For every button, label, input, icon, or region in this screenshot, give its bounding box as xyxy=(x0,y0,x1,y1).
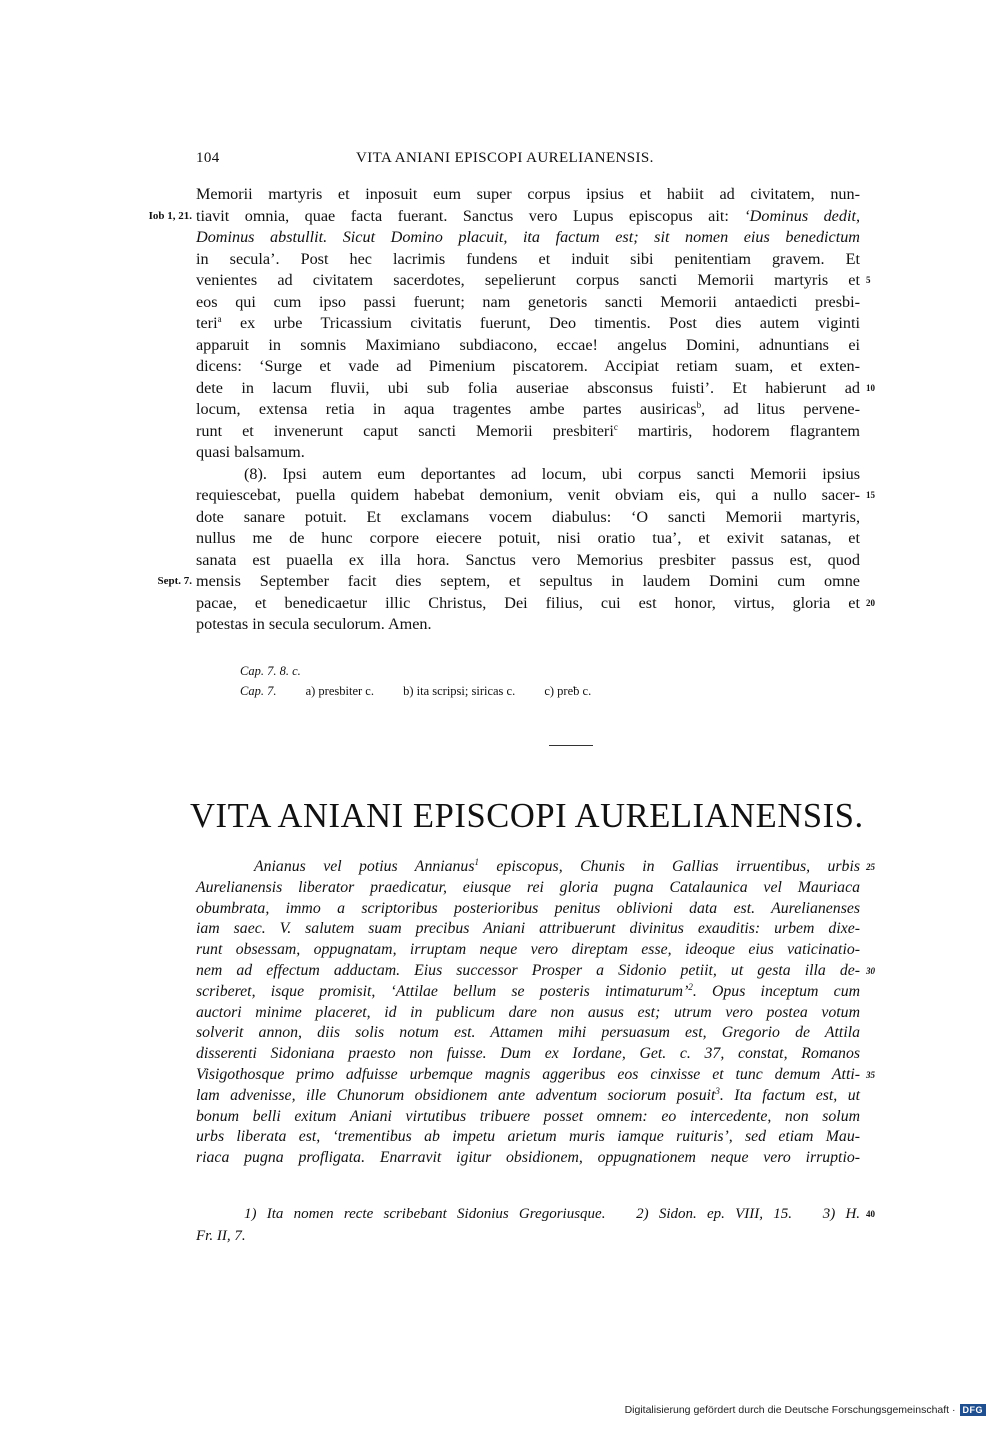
line-number: 40 xyxy=(866,1209,875,1219)
line-number: 20 xyxy=(866,597,875,608)
section-separator xyxy=(549,745,593,746)
text-line: iam saec. V. salutem suam precibus Aniani attribuerunt divinitus exauditis: urbem dixe- xyxy=(196,920,860,938)
introduction-text xyxy=(196,857,875,1169)
dfg-logo: DFG xyxy=(960,1404,987,1416)
text-line: potestas in secula seculorum. Amen. xyxy=(196,615,432,633)
text-line: runt et invenerunt caput sancti Memorii presbiteri$^c$ martiris, hodorem flagrantem xyxy=(196,421,860,440)
text-line: locum, extensa retia in aqua tragentes ambe partes ausiricas$^b$, ad litus pervene- xyxy=(196,400,860,418)
text-line: obumbrata, immo a scriptoribus posterioribus penitus oblivioni data est. Aurelianenses xyxy=(196,899,860,917)
text-line: eos qui cum ipso passi fuerunt; nam genetoris sancti Memorii antaedicti presbi- xyxy=(196,292,860,311)
text-line: sanata est puaella ex illa hora. Sanctus vero Memorius presbiter passus est, quod xyxy=(196,550,860,569)
apparatus-line: Cap. 7. 8. c. xyxy=(240,664,301,678)
text-line: urbs liberata est, ‘trementibus ab impetu arietum muris iamque ruituris’, sed etiam Mau- xyxy=(196,1128,860,1146)
text-line: quasi balsamum. xyxy=(196,443,305,461)
text-line: Iob 1, 21. tiavit omnia, quae facta fuerant. Sanctus vero Lupus episcopus ait: ‘Dominus dedit, xyxy=(196,206,860,228)
text-line: apparuit in somnis Maximiano subdiacono, eccae! angelus Domini, adnuntians ei xyxy=(196,335,860,354)
apparatus-line: Cap. 7. a) presbiter c. b) ita scripsi; siricas c. c) preƀ c. xyxy=(240,684,592,698)
page-number: 104 xyxy=(196,150,220,166)
text-line: runt obsessam, oppugnatam, irruptam neque vero direptam esse, ideoque eius vaticinatio- xyxy=(196,941,860,959)
digitization-credit: Digitalisierung gefördert durch die Deutsche Forschungsgemeinschaft · DFG xyxy=(625,1404,986,1416)
text-line: Anianus vel potius Annianus$^1$ episcopus, Chunis in Gallias irruentibus, urbis 25 xyxy=(196,857,860,878)
text-line: auctori minime placeret, id in publicum dare non ausus est; utrum vero postea votum xyxy=(196,1003,860,1021)
text-line: disserenti Sidoniana praesto non fuisse. Dum ex Iordane, Get. c. 37, constat, Romanos xyxy=(196,1045,860,1063)
main-title: VITA ANIANI EPISCOPI AURELIANENSIS. xyxy=(190,797,864,835)
text-line: bonum belli exitum Aniani virtutibus tribuere posset omnem: eo intercedente, non solum xyxy=(196,1107,860,1125)
running-title: VITA ANIANI EPISCOPI AURELIANENSIS. xyxy=(356,150,654,166)
text-line: nullus me de hunc corpore eiecere potuit, nisi oratio tua’, et exivit satanas, et xyxy=(196,529,860,547)
text-line: (8). Ipsi autem eum deportantes ad locum, ubi corpus sancti Memorii ipsius xyxy=(244,464,860,483)
text-line: Memorii martyris et inposuit eum super corpus ipsius et habiit ad civitatem, nun- xyxy=(196,185,860,203)
text-line: pacae, et benedicaetur illic Christus, Dei filius, cui est honor, virtus, gloria et 20 xyxy=(196,593,860,615)
footnotes xyxy=(196,1204,875,1247)
text-line: scriberet, isque promisit, ‘Attilae bellum se posteris intimaturum’$^2$. Opus inceptum cum xyxy=(196,981,860,1000)
text-line: venientes ad civitatem sacerdotes, sepelierunt corpus sancti Memorii martyris et 5 xyxy=(196,270,860,292)
text-line: dete in lacum fluvii, ubi sub folia auseriae absconsus fuisti’. Et habierunt ad 10 xyxy=(196,378,860,400)
text-line: teri$^a$ ex urbe Tricassium civitatis fuerunt, Deo timentis. Post dies autem viginti xyxy=(196,314,860,332)
line-number: 5 xyxy=(866,275,871,285)
text-line: in secula’. Post hec lacrimis fundens et induit sibi penitentiam gravem. Et xyxy=(196,249,860,268)
text-line: lam advenisse, ille Chunorum obsidionem ante adventum sociorum posuit$^3$. Ita factum est, ut xyxy=(196,1085,860,1104)
text-line: Dominus abstullit. Sicut Domino placuit, ita factum est; sit nomen eius benedictum xyxy=(196,228,860,246)
footnote-line: 1) Ita nomen recte scribebant Sidonius Gregoriusque. 2) Sidon. ep. VIII, 15. 3) H. 40 xyxy=(196,1204,860,1226)
line-number: 35 xyxy=(866,1069,875,1080)
text-line: Aurelianensis liberator praedicatur, eiusque rei gloria pugna Catalaunica vel Mauriaca xyxy=(196,878,860,896)
text-line: nem ad effectum adductam. Eius successor Prosper a Sidonio petiit, ut gesta illa de- 30 xyxy=(196,961,860,982)
margin-note: Iob 1, 21. xyxy=(148,209,192,222)
text-line: dicens: ‘Surge et vade ad Pimenium piscatorem. Accipiat retiam suam, et exten- xyxy=(196,357,860,375)
text-block-vita-memorii xyxy=(148,184,875,636)
text-line: requiescebat, puella quidem habebat demonium, venit obviam eis, qui a nullo sacer- 15 xyxy=(196,485,860,507)
margin-note: Sept. 7. xyxy=(157,575,192,587)
line-number: 15 xyxy=(866,490,875,500)
text-line: Visigothosque primo adfuisse urbemque magnis aggeribus eos cinxisse et tunc demum Atti- 35 xyxy=(196,1065,860,1086)
text-line: solverit annon, diis solis notum est. Attamen mihi persuasum est, Gregorio de Attila xyxy=(196,1024,860,1042)
section-marker: (8). xyxy=(244,464,267,483)
footnote-line: Fr. II, 7. xyxy=(196,1227,246,1244)
line-number: 25 xyxy=(866,862,875,872)
text-line: Sept. 7. mensis September facit dies septem, et sepultus in laudem Domini cum omne xyxy=(196,571,860,593)
line-number: 30 xyxy=(866,965,875,976)
critical-apparatus xyxy=(240,661,860,701)
text-line: riaca pugna profligata. Enarravit igitur obsidionem, oppugnationem neque vero irruptio- xyxy=(196,1149,860,1167)
line-number: 10 xyxy=(866,382,875,393)
text-line: dote sanare potuit. Et exclamans vocem diabulus: ‘O sancti Memorii martyris, xyxy=(196,507,860,526)
